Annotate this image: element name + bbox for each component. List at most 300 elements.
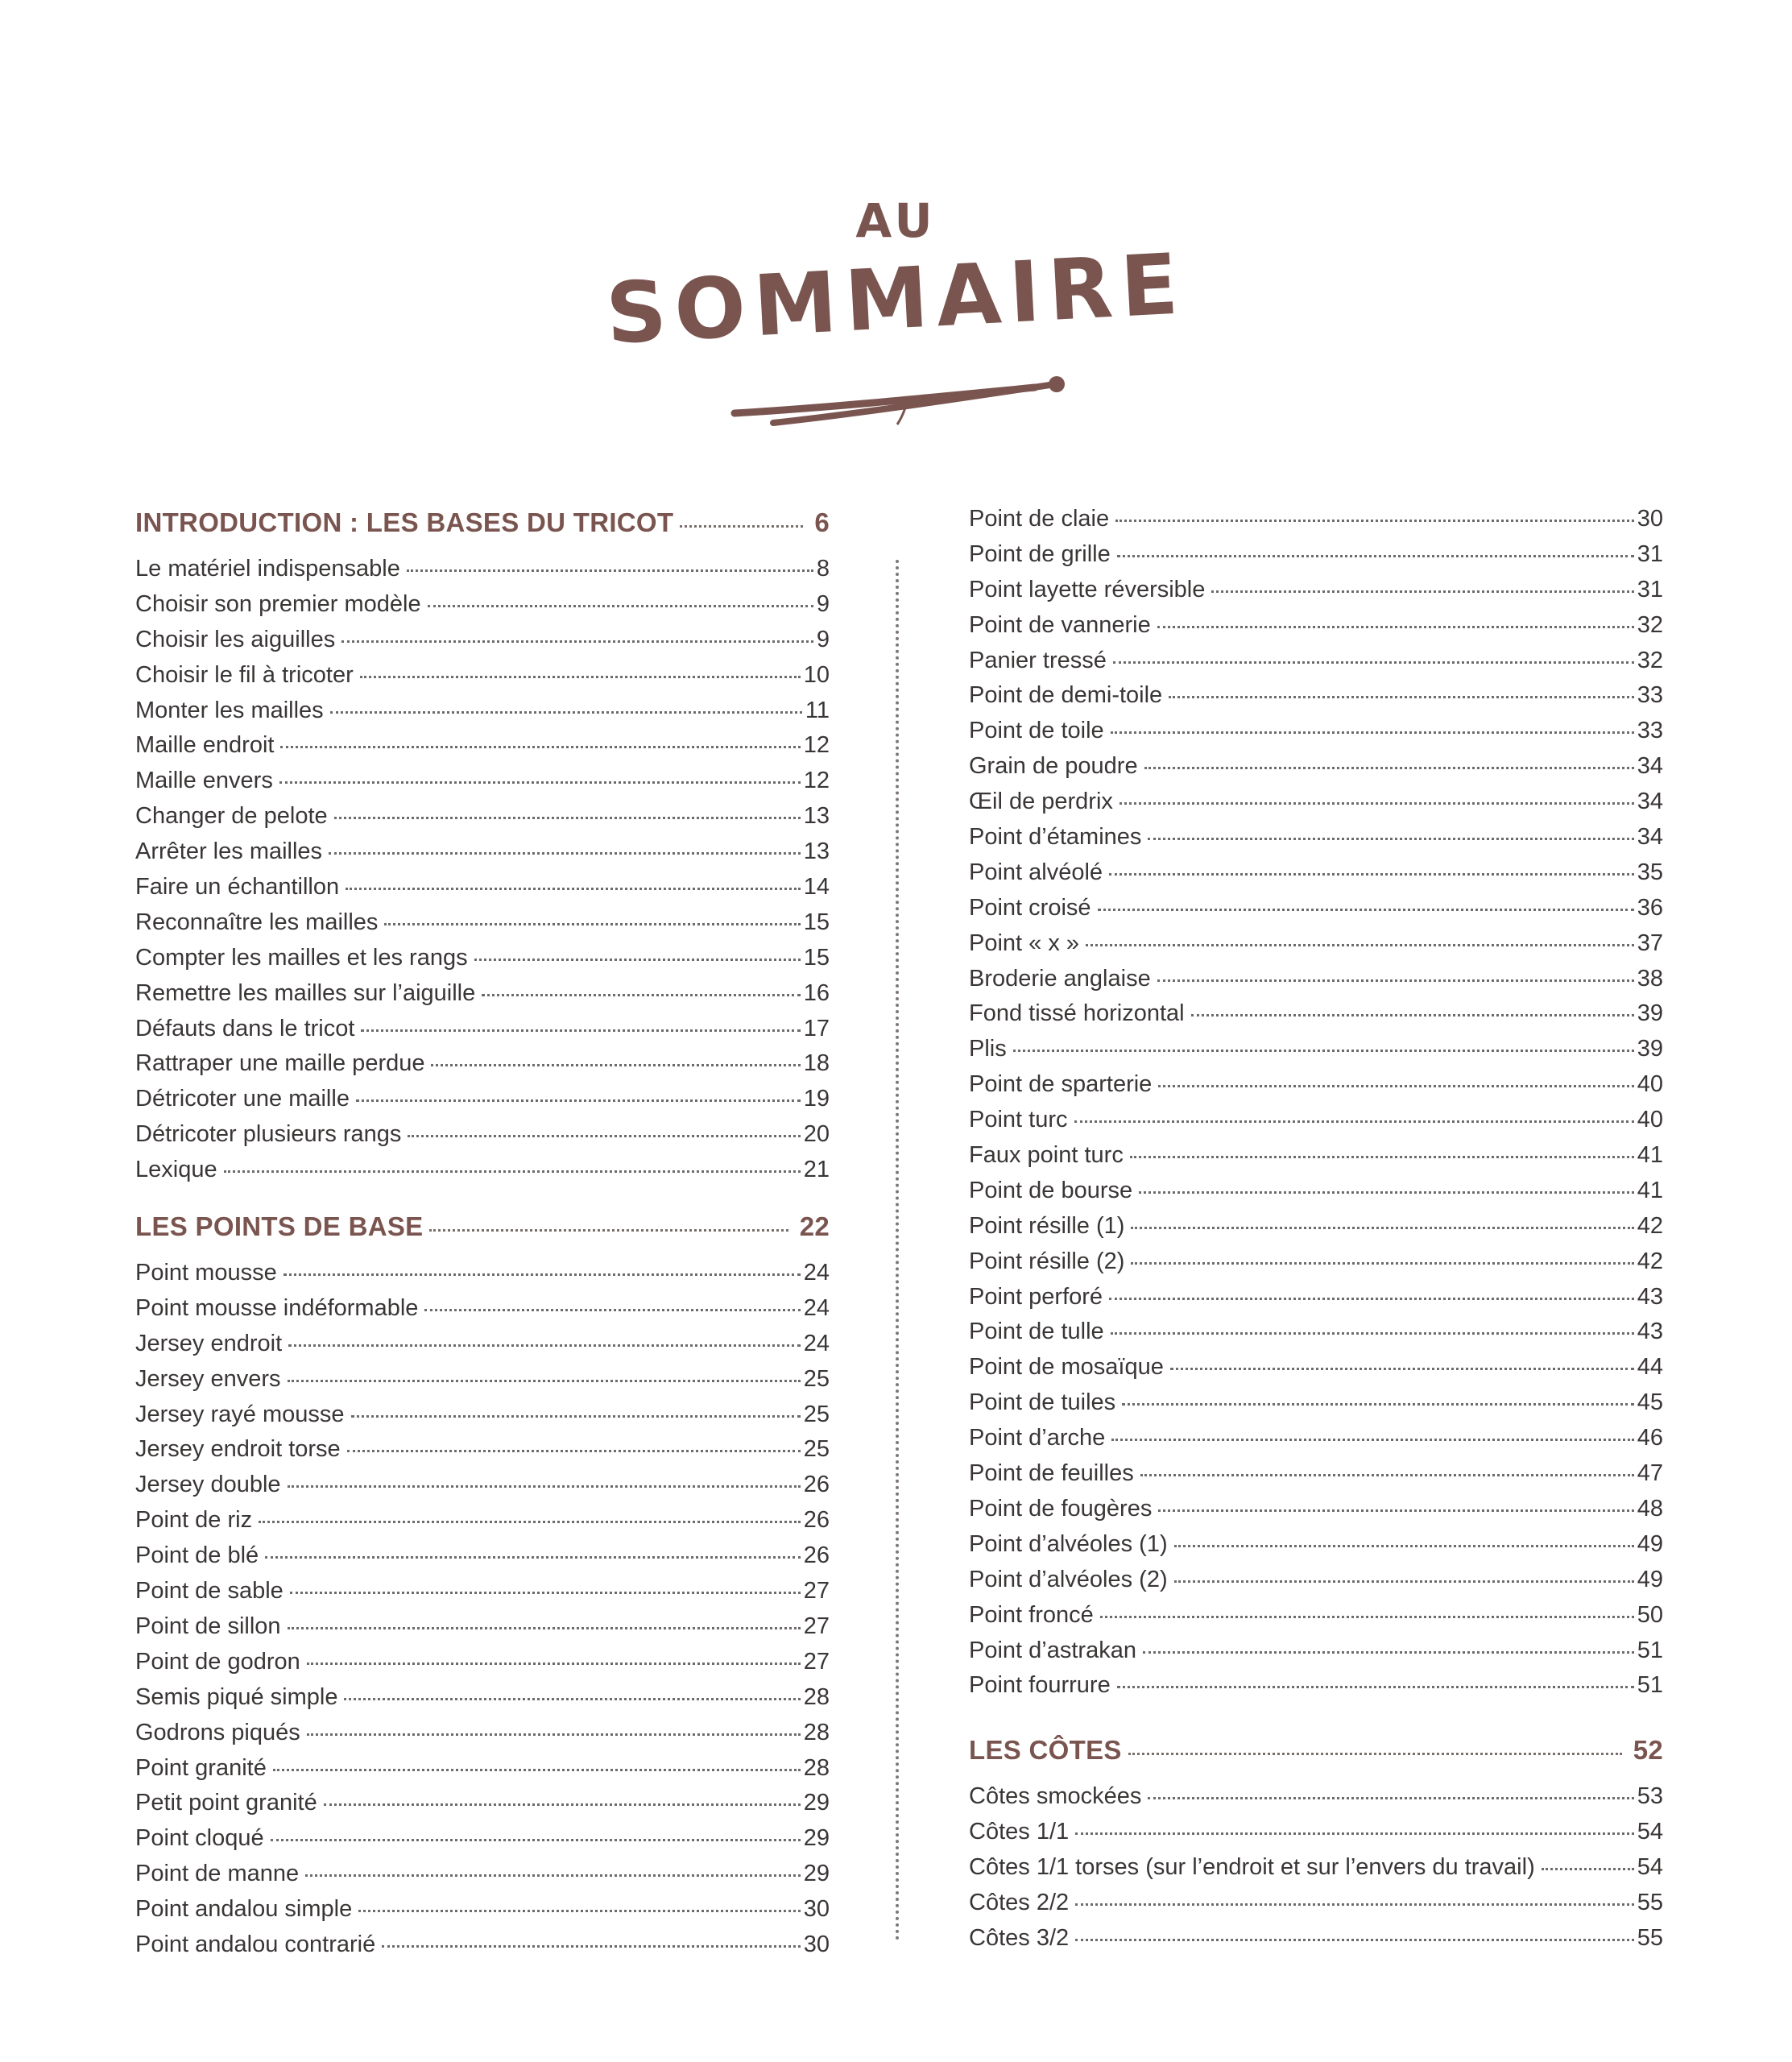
toc-entry[interactable] [969,1496,1663,1531]
toc-entry-title: Point croisé [969,894,1091,921]
toc-entry-title: Rattraper une maille perdue [135,1050,425,1077]
toc-entry[interactable] [135,1050,830,1086]
toc-entry-page: 29 [803,1861,830,1887]
toc-entry-page: 46 [1637,1425,1663,1451]
toc-entry-page: 24 [803,1260,830,1286]
toc-entry-title: Point d’alvéoles (2) [969,1566,1168,1592]
leader-dots [361,1029,800,1032]
toc-entry[interactable] [135,1720,830,1755]
toc-entry-page: 30 [803,1931,830,1957]
toc-entry-title: Point de grille [969,540,1111,567]
toc-entry-page: 25 [803,1365,830,1392]
leader-dots [283,1273,801,1276]
leader-dots [1098,909,1634,911]
toc-right-column [969,506,1663,1961]
toc-entry[interactable] [135,1260,830,1295]
leader-dots [1191,1014,1634,1017]
toc-entry[interactable] [135,1507,830,1542]
toc-entry-page: 26 [803,1472,830,1498]
leader-dots [334,817,801,819]
toc-entry-page: 35 [1637,859,1663,885]
leader-dots [341,640,813,643]
toc-entry-page: 11 [805,697,830,723]
toc-entry-page: 21 [803,1157,830,1183]
toc-entry[interactable] [969,1783,1663,1819]
toc-entry[interactable] [135,732,830,768]
leader-dots [360,676,801,678]
title-line-au: AU [855,193,937,248]
leader-dots [279,781,801,784]
toc-entry-title: Lexique [135,1157,217,1183]
toc-entry-page: 51 [1637,1672,1663,1699]
toc-entry-page: 12 [803,768,830,794]
toc-entry[interactable] [969,1284,1663,1319]
leader-dots [344,1698,800,1700]
toc-entry-title: Point d’étamines [969,824,1142,851]
toc-entry-page: 9 [816,626,830,652]
toc-entry-title: Point froncé [969,1601,1094,1628]
toc-entries [969,506,1663,1708]
toc-entry[interactable] [135,1684,830,1720]
toc-entry-page: 33 [1637,718,1663,744]
toc-entry[interactable] [135,698,830,733]
toc-entry[interactable] [969,648,1663,683]
leader-dots [358,1910,801,1912]
toc-entry-title: Arrêter les mailles [135,838,323,865]
toc-entry-title: Point layette réversible [969,576,1206,602]
leader-dots [1169,696,1634,698]
toc-entry-title: Point mousse [135,1260,277,1286]
toc-entry-title: Point résille (2) [969,1248,1125,1274]
toc-entry-title: Remettre les mailles sur l’aiguille [135,979,476,1006]
toc-entry-page: 27 [803,1613,830,1639]
toc-entry[interactable] [969,966,1663,1001]
toc-entry[interactable] [135,980,830,1016]
toc-entry-page: 42 [1637,1248,1663,1274]
toc-section-introduction [135,507,830,1192]
toc-entry-page: 25 [803,1436,830,1463]
section-heading-title: LES POINTS DE BASE [135,1211,424,1242]
leader-dots [1075,1939,1634,1941]
toc-entry-page: 37 [1637,930,1663,956]
toc-entry-page: 43 [1637,1319,1663,1345]
leader-dots [1109,1298,1634,1300]
toc-entry[interactable] [135,1295,830,1331]
toc-entry[interactable] [135,1402,830,1437]
toc-entry-page: 9 [816,590,830,617]
leader-dots [424,1309,800,1311]
toc-entry-title: Point granité [135,1754,267,1781]
toc-entry-title: Point andalou contrarié [135,1931,376,1957]
toc-entry-page: 33 [1637,682,1663,709]
toc-entry[interactable] [969,895,1663,930]
toc-entry-title: Point d’arche [969,1425,1106,1451]
toc-entry-page: 50 [1637,1601,1663,1628]
toc-entry-title: Œil de perdrix [969,789,1113,815]
leader-dots [1139,1191,1634,1194]
leader-dots [680,525,803,528]
leader-dots [288,1344,801,1347]
leader-dots [1111,731,1634,734]
toc-section-points-de-base [135,1211,830,1967]
toc-entry-title: Point « x » [969,930,1080,956]
section-heading-title: LES CÔTES [969,1735,1122,1766]
toc-entry[interactable] [135,803,830,838]
toc-entry-page: 30 [1637,506,1663,532]
leader-dots [1144,767,1634,769]
toc-entry-page: 54 [1637,1819,1663,1845]
toc-entry[interactable] [969,577,1663,612]
toc-entry[interactable] [135,556,830,591]
leader-dots [347,1450,801,1452]
toc-entry-title: Point d’astrakan [969,1637,1136,1663]
toc-entry-title: Point turc [969,1107,1068,1133]
toc-entry-page: 30 [803,1896,830,1923]
toc-entry-title: Choisir le fil à tricoter [135,661,354,688]
toc-entry-page: 16 [803,979,830,1006]
toc-entry-page: 54 [1637,1854,1663,1881]
leader-dots [482,994,800,996]
toc-entry[interactable] [969,1107,1663,1142]
leader-dots [1143,1651,1634,1654]
toc-entry-page: 36 [1637,894,1663,921]
toc-entry-title: Point de bourse [969,1177,1133,1203]
toc-entry-title: Défauts dans le tricot [135,1015,355,1041]
toc-entry-title: Point de manne [135,1861,300,1887]
toc-entry[interactable] [969,1672,1663,1708]
toc-entry[interactable] [969,1819,1663,1854]
toc-entry[interactable] [135,1331,830,1366]
toc-entry-page: 39 [1637,1036,1663,1062]
toc-entry[interactable] [135,1542,830,1578]
toc-entry-title: Maille endroit [135,732,275,759]
toc-entry-title: Point de claie [969,506,1110,532]
toc-entry-title: Point de demi-toile [969,682,1163,709]
leader-dots [1111,1439,1633,1441]
toc-entry-title: Godrons piqués [135,1719,300,1745]
toc-entry-title: Changer de pelote [135,803,328,830]
toc-entry-title: Monter les mailles [135,697,324,723]
toc-entry-page: 14 [803,874,830,901]
toc-entry-page: 44 [1637,1354,1663,1381]
toc-entry[interactable] [969,1036,1663,1071]
toc-entry[interactable] [969,1071,1663,1107]
toc-entry-page: 48 [1637,1495,1663,1522]
toc-entry[interactable] [969,1638,1663,1673]
toc-entry[interactable] [135,591,830,627]
toc-entry[interactable] [969,612,1663,648]
toc-entry-title: Détricoter une maille [135,1086,350,1112]
toc-entry-title: Côtes 1/1 [969,1819,1070,1845]
toc-entry[interactable] [969,1354,1663,1389]
toc-entry-title: Détricoter plusieurs rangs [135,1121,402,1148]
toc-entry-page: 34 [1637,789,1663,815]
toc-entry[interactable] [969,1602,1663,1638]
toc-entry-title: Jersey rayé mousse [135,1401,345,1427]
toc-entry-title: Faux point turc [969,1142,1124,1169]
toc-entry[interactable] [969,1925,1663,1961]
toc-entry-title: Point de tuiles [969,1389,1116,1416]
toc-entry-page: 27 [803,1578,830,1604]
section-heading[interactable] [135,507,830,556]
leader-dots [1140,1474,1634,1476]
toc-entry-page: 24 [803,1294,830,1321]
leader-dots [474,959,801,961]
toc-entry[interactable] [969,1854,1663,1890]
leader-dots [408,1135,800,1137]
toc-entry[interactable] [969,1248,1663,1284]
toc-entry-page: 45 [1637,1389,1663,1416]
toc-entry-title: Point de blé [135,1542,259,1569]
leader-dots [1158,1085,1633,1087]
toc-entry[interactable] [135,627,830,662]
toc-entry[interactable] [135,1121,830,1157]
toc-entry[interactable] [969,1389,1663,1425]
leader-dots [1086,944,1634,946]
section-heading-page: 52 [1633,1735,1663,1766]
toc-entry[interactable] [969,859,1663,895]
toc-entry-page: 38 [1637,965,1663,992]
toc-entry-page: 42 [1637,1212,1663,1239]
toc-entry-page: 15 [803,944,830,971]
toc-entry-title: Jersey double [135,1472,281,1498]
leader-dots [382,1945,800,1948]
toc-entry-page: 19 [803,1086,830,1112]
toc-entries [135,1260,830,1967]
leader-dots [407,569,813,572]
toc-entry[interactable] [969,718,1663,753]
toc-entry[interactable] [969,824,1663,859]
toc-entry[interactable] [969,506,1663,541]
toc-entry[interactable] [135,1932,830,1967]
page-title: SOMMAIRE [603,234,1189,363]
toc-entry-page: 31 [1637,576,1663,602]
toc-entry[interactable] [135,1649,830,1684]
toc-entry-title: Point de sable [135,1578,283,1604]
toc-entry-title: Fond tissé horizontal [969,1000,1185,1027]
toc-entry[interactable] [969,1890,1663,1925]
leader-dots [1117,1686,1634,1688]
toc-entry-page: 18 [803,1050,830,1077]
toc-entry-page: 13 [803,803,830,830]
section-heading[interactable] [969,1735,1663,1783]
toc-entry[interactable] [135,1578,830,1613]
toc-entry-page: 20 [803,1121,830,1148]
column-divider [896,560,899,1941]
toc-entry-page: 40 [1637,1107,1663,1133]
leader-dots [305,1874,801,1877]
toc-entry[interactable] [135,1436,830,1472]
section-heading[interactable] [135,1211,830,1260]
leader-dots [1157,979,1634,982]
toc-entry-page: 24 [803,1330,830,1356]
toc-entry[interactable] [969,753,1663,789]
toc-entry-title: Point cloqué [135,1825,264,1852]
toc-entry-title: Plis [969,1036,1007,1062]
leader-dots [1131,1227,1633,1229]
toc-entry-page: 49 [1637,1566,1663,1592]
leader-dots [1115,520,1634,522]
toc-entry-page: 34 [1637,753,1663,780]
toc-entry-title: Grain de poudre [969,753,1138,780]
toc-entry[interactable] [969,930,1663,966]
leader-dots [288,1627,801,1629]
toc-entry-page: 29 [803,1790,830,1816]
leader-dots [1130,1156,1634,1158]
toc-entry[interactable] [969,1213,1663,1248]
toc-entry-title: Jersey envers [135,1365,281,1392]
toc-entry[interactable] [135,838,830,874]
leader-dots [384,923,800,925]
toc-entry[interactable] [135,768,830,803]
toc-entry-page: 41 [1637,1177,1663,1203]
leader-dots [356,1099,801,1102]
toc-entry[interactable] [135,1613,830,1649]
leader-dots [307,1662,801,1665]
toc-entry-title: Point mousse indéformable [135,1294,419,1321]
toc-entry-title: Point de vannerie [969,611,1151,638]
toc-entry[interactable] [135,1016,830,1051]
toc-entry[interactable] [969,682,1663,718]
leader-dots [288,1485,801,1488]
toc-entry-page: 28 [803,1683,830,1710]
leader-dots [259,1521,801,1523]
leader-dots [329,852,801,855]
toc-entry[interactable] [135,662,830,698]
toc-entry-title: Choisir les aiguilles [135,626,336,652]
toc-entry[interactable] [135,1366,830,1402]
toc-entry-title: Petit point granité [135,1790,317,1816]
toc-entry[interactable] [135,1825,830,1861]
toc-entry-title: Point de feuilles [969,1460,1134,1487]
toc-entry[interactable] [135,1896,830,1932]
toc-entry-page: 26 [803,1542,830,1569]
leader-dots [324,1803,801,1806]
leader-dots [1174,1580,1634,1583]
toc-entry[interactable] [135,874,830,909]
toc-entry-title: Faire un échantillon [135,874,340,901]
toc-entry[interactable] [969,1425,1663,1460]
toc-entry[interactable] [135,1790,830,1825]
toc-entry-title: Point d’alvéoles (1) [969,1530,1168,1557]
leader-dots [330,711,802,714]
toc-entry-title: Point de fougères [969,1495,1153,1522]
leader-dots [1122,1403,1634,1406]
leader-dots [1170,1368,1634,1370]
toc-entry-page: 12 [803,732,830,759]
toc-entry[interactable] [135,945,830,980]
leader-dots [288,1380,801,1382]
toc-entry[interactable] [135,1086,830,1121]
leader-dots [1113,661,1634,664]
toc-entry-title: Point alvéolé [969,859,1103,885]
toc-entry-title: Choisir son premier modèle [135,590,421,617]
title-block [0,193,1792,435]
toc-entry[interactable] [135,1755,830,1791]
toc-entry-page: 27 [803,1648,830,1675]
leader-dots [1075,1832,1634,1835]
toc-entry-title: Broderie anglaise [969,965,1151,992]
leader-dots [1174,1545,1634,1547]
toc-entry-title: Jersey endroit [135,1330,283,1356]
toc-entry[interactable] [969,1000,1663,1036]
toc-entry-title: Point fourrure [969,1672,1111,1699]
toc-entries [135,556,830,1192]
leader-dots [429,1229,788,1232]
toc-entry-title: Jersey endroit torse [135,1436,341,1463]
toc-entries [969,1783,1663,1960]
toc-entry-title: Point andalou simple [135,1896,353,1923]
toc-entry-page: 13 [803,838,830,865]
toc-entry-title: Panier tressé [969,647,1107,673]
toc-entry-page: 15 [803,909,830,935]
toc-entry-page: 34 [1637,824,1663,851]
section-heading-page: 6 [814,507,830,537]
toc-entry[interactable] [969,1319,1663,1354]
leader-dots [307,1733,801,1736]
leader-dots [1013,1050,1634,1052]
leader-dots [431,1064,800,1066]
toc-entry-page: 53 [1637,1783,1663,1810]
toc-entry-title: Point de godron [135,1648,300,1675]
toc-entry[interactable] [969,1531,1663,1567]
toc-entry-title: Point de toile [969,718,1104,744]
toc-entry-page: 32 [1637,611,1663,638]
section-heading-title: INTRODUCTION : LES BASES DU TRICOT [135,507,674,537]
toc-entry-title: Maille envers [135,768,273,794]
toc-entry-page: 32 [1637,647,1663,673]
leader-dots [273,1769,801,1771]
toc-entry[interactable] [969,789,1663,824]
toc-entry-title: Côtes 2/2 [969,1889,1070,1915]
toc-entry-page: 41 [1637,1142,1663,1169]
toc-entry-page: 26 [803,1507,830,1534]
toc-section-cotes [969,1735,1663,1960]
toc-entry-title: Point de mosaïque [969,1354,1164,1381]
toc-entry-page: 40 [1637,1071,1663,1098]
leader-dots [280,746,800,748]
toc-entry-page: 8 [816,556,830,582]
leader-dots [1148,838,1633,840]
toc-entry-title: Point de sillon [135,1613,281,1639]
leader-dots [1075,1903,1634,1906]
toc-entry[interactable] [969,1178,1663,1213]
leader-dots [346,888,801,890]
toc-entry[interactable] [135,1861,830,1896]
toc-entry-page: 51 [1637,1637,1663,1663]
leader-dots [224,1170,801,1173]
toc-entry-title: Point de sparterie [969,1071,1153,1098]
toc-entry[interactable] [969,1567,1663,1602]
toc-entry-title: Point de riz [135,1507,253,1534]
toc-entry-page: 39 [1637,1000,1663,1027]
toc-entry[interactable] [135,1472,830,1507]
leader-dots [1157,626,1634,628]
toc-entry[interactable] [135,1157,830,1192]
leader-dots [1542,1868,1634,1870]
toc-entry[interactable] [969,1460,1663,1496]
toc-entry-page: 25 [803,1401,830,1427]
toc-entry-page: 28 [803,1719,830,1745]
leader-dots [351,1415,801,1418]
toc-entry[interactable] [969,541,1663,577]
toc-entry[interactable] [135,909,830,945]
toc-entry-page: 49 [1637,1530,1663,1557]
toc-entry-title: Côtes 1/1 torses (sur l’endroit et sur l’envers du travail) [969,1854,1535,1881]
toc-entry-title: Reconnaître les mailles [135,909,379,935]
toc-entry[interactable] [969,1142,1663,1178]
toc-entry-title: Le matériel indispensable [135,556,400,582]
